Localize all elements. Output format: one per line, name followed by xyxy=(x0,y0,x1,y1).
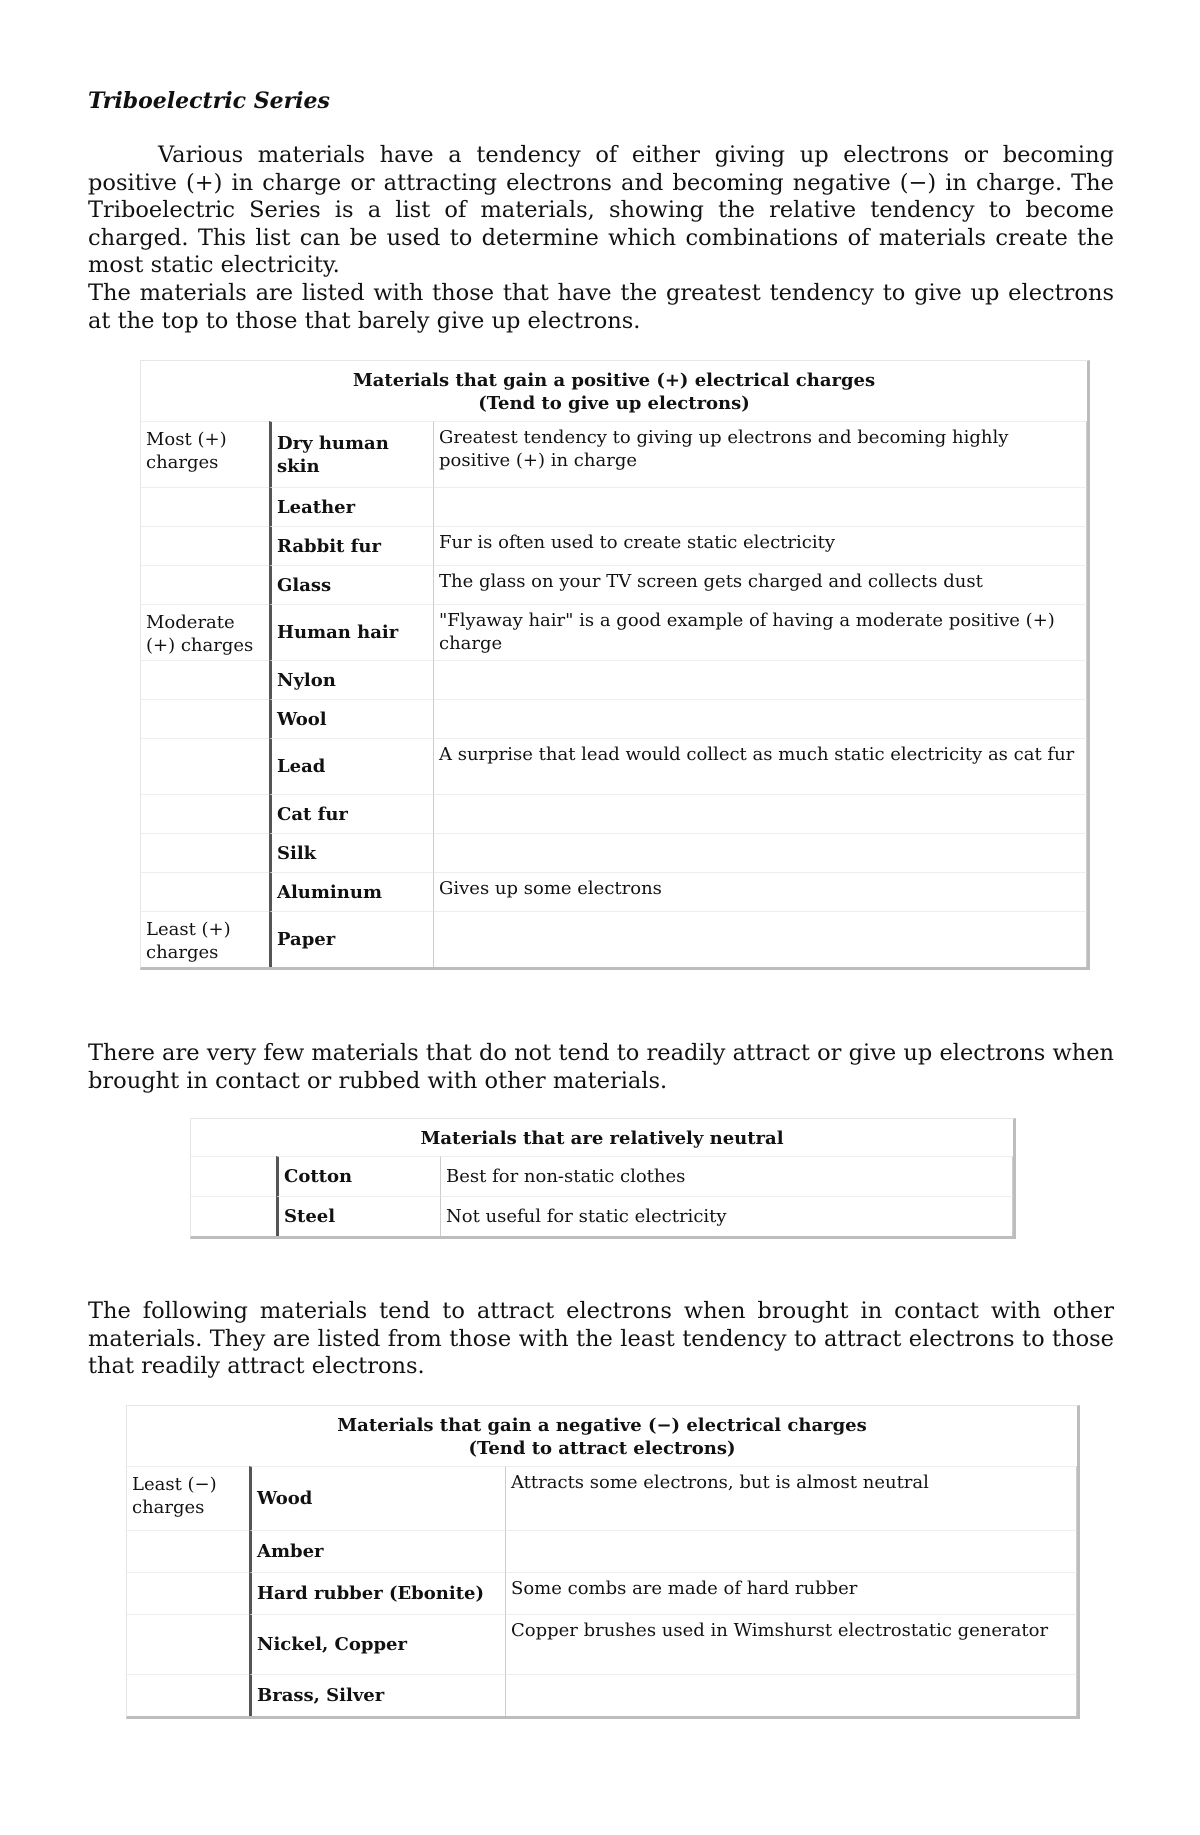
positive-table-heading-line2: (Tend to give up electrons) xyxy=(478,393,750,414)
material-note xyxy=(434,487,1087,526)
material-note: The glass on your TV screen gets charged and collects dust xyxy=(434,565,1087,604)
table-row xyxy=(141,421,1087,487)
material-name: Amber xyxy=(249,1530,506,1572)
material-name: Leather xyxy=(269,487,434,526)
material-name: Brass, Silver xyxy=(249,1674,506,1716)
material-note: Best for non-static clothes xyxy=(441,1156,1013,1196)
table-row xyxy=(127,1466,1077,1530)
material-note xyxy=(506,1530,1077,1572)
material-name: Lead xyxy=(269,738,434,794)
negative-charge-table xyxy=(126,1405,1080,1719)
charge-level xyxy=(141,699,269,738)
table-row xyxy=(141,660,1087,699)
material-note: Some combs are made of hard rubber xyxy=(506,1572,1077,1614)
material-name: Glass xyxy=(269,565,434,604)
table-row xyxy=(141,604,1087,660)
material-name: Steel xyxy=(276,1196,441,1236)
page-title: Triboelectric Series xyxy=(88,88,330,114)
charge-level xyxy=(141,872,269,911)
charge-level xyxy=(141,738,269,794)
material-name: Paper xyxy=(269,911,434,967)
charge-level xyxy=(127,1614,249,1674)
positive-table-heading xyxy=(141,361,1087,421)
charge-level xyxy=(141,565,269,604)
material-note xyxy=(434,911,1087,967)
positive-charge-table xyxy=(140,360,1090,970)
table-row xyxy=(127,1572,1077,1614)
negative-paragraph: The following materials tend to attract electrons when brought in contact with other materials. They are listed from those with the least tendency to attract electrons to those that readily attract electrons. xyxy=(88,1298,1114,1379)
table-row xyxy=(191,1156,1013,1196)
charge-level xyxy=(127,1674,249,1716)
positive-table-heading-line1: Materials that gain a positive (+) electrical charges xyxy=(352,370,876,391)
material-note: Greatest tendency to giving up electrons and becoming highly positive (+) in charge xyxy=(434,421,1087,487)
material-name: Cotton xyxy=(276,1156,441,1196)
charge-level xyxy=(141,526,269,565)
material-note: "Flyaway hair" is a good example of having a moderate positive (+) charge xyxy=(434,604,1087,660)
neutral-table xyxy=(190,1118,1016,1239)
charge-level xyxy=(141,660,269,699)
material-name: Nylon xyxy=(269,660,434,699)
charge-level: Moderate (+) charges xyxy=(141,604,269,660)
charge-level xyxy=(127,1530,249,1572)
material-note: Gives up some electrons xyxy=(434,872,1087,911)
table-row xyxy=(191,1196,1013,1236)
table-row xyxy=(141,526,1087,565)
table-row xyxy=(141,911,1087,967)
charge-level xyxy=(141,794,269,833)
charge-level: Least (+) charges xyxy=(141,911,269,967)
table-row xyxy=(141,699,1087,738)
intro-paragraph: Various materials have a tendency of either giving up electrons or becoming positive (+) in charge or attracting electrons and becoming negative (−) in charge. The Triboelectric Series is a list of materials, showing the relative tendency to become charged. This list can be used to determine which combinations of materials create the most static electricity. xyxy=(88,142,1114,278)
negative-table-heading xyxy=(127,1406,1077,1466)
table-row xyxy=(141,872,1087,911)
material-name: Dry human skin xyxy=(269,421,434,487)
charge-level: Most (+) charges xyxy=(141,421,269,487)
neutral-table-heading: Materials that are relatively neutral xyxy=(420,1128,784,1149)
material-name: Human hair xyxy=(269,604,434,660)
material-note xyxy=(434,794,1087,833)
table-row xyxy=(141,833,1087,872)
material-note xyxy=(434,699,1087,738)
material-name: Wool xyxy=(269,699,434,738)
table-row xyxy=(141,738,1087,794)
table-row xyxy=(141,487,1087,526)
neutral-paragraph: There are very few materials that do not tend to readily attract or give up electrons when brought in contact or rubbed with other materials. xyxy=(88,1040,1114,1094)
table-row xyxy=(141,565,1087,604)
table-row xyxy=(127,1674,1077,1716)
material-name: Rabbit fur xyxy=(269,526,434,565)
charge-level xyxy=(191,1196,276,1236)
charge-level xyxy=(141,487,269,526)
material-note: Not useful for static electricity xyxy=(441,1196,1013,1236)
charge-level xyxy=(141,833,269,872)
material-note: Copper brushes used in Wimshurst electrostatic generator xyxy=(506,1614,1077,1674)
material-note: A surprise that lead would collect as much static electricity as cat fur xyxy=(434,738,1087,794)
charge-level xyxy=(127,1572,249,1614)
material-name: Silk xyxy=(269,833,434,872)
material-note xyxy=(506,1674,1077,1716)
material-name: Hard rubber (Ebonite) xyxy=(249,1572,506,1614)
material-name: Aluminum xyxy=(269,872,434,911)
material-name: Wood xyxy=(249,1466,506,1530)
material-note: Fur is often used to create static electricity xyxy=(434,526,1087,565)
order-paragraph: The materials are listed with those that have the greatest tendency to give up electrons at the top to those that barely give up electrons. xyxy=(88,280,1114,334)
material-note xyxy=(434,833,1087,872)
material-note xyxy=(434,660,1087,699)
negative-table-heading-line2: (Tend to attract electrons) xyxy=(468,1438,736,1459)
charge-level: Least (−) charges xyxy=(127,1466,249,1530)
material-note: Attracts some electrons, but is almost neutral xyxy=(506,1466,1077,1530)
table-row xyxy=(141,794,1087,833)
charge-level xyxy=(191,1156,276,1196)
table-row xyxy=(127,1614,1077,1674)
negative-table-heading-line1: Materials that gain a negative (−) electrical charges xyxy=(337,1415,867,1436)
table-row xyxy=(127,1530,1077,1572)
material-name: Cat fur xyxy=(269,794,434,833)
material-name: Nickel, Copper xyxy=(249,1614,506,1674)
